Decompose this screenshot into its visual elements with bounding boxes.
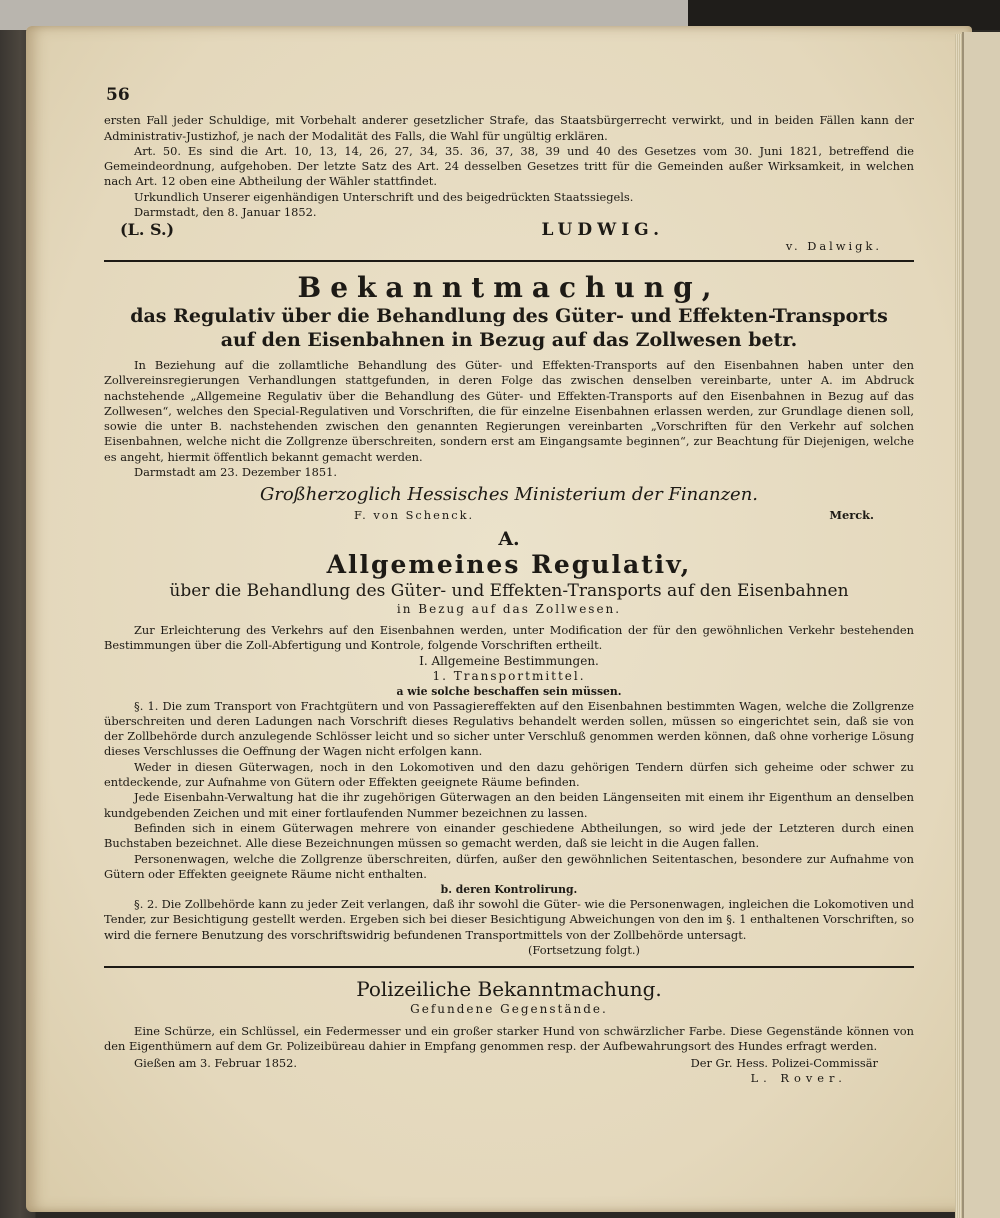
page-number: 56 xyxy=(106,85,130,105)
notice2-title: Polizeiliche Bekanntmachung. xyxy=(356,977,662,1002)
notice2-subtitle: Gefundene Gegenstände. xyxy=(410,1002,608,1017)
regulativ-para-4: Befinden sich in einem Güterwagen mehrere von einander geschiedene Abtheilungen, so wird jede der Letzteren durch einen Buchstaben bezeichnet. Alle diese Bezeichnungen müssen so gemacht werden, daß sie leicht in die Augen fallen. xyxy=(104,820,914,851)
regulativ-part-title: I. Allgemeine Bestimmungen. xyxy=(419,653,599,668)
notice1-title: Bekanntmachung, xyxy=(297,270,721,304)
notice2-place-date: Gießen am 3. Februar 1852. xyxy=(134,1056,298,1071)
intro-signature-row xyxy=(104,220,914,241)
seal-mark: (L. S.) xyxy=(120,220,175,240)
regulativ-sub-b: b. deren Kontrolirung. xyxy=(440,883,578,897)
notice1-signer-right: Merck. xyxy=(829,508,874,523)
notice2-office: Der Gr. Hess. Polizei-Commissär xyxy=(690,1056,878,1071)
divider-1 xyxy=(104,260,914,262)
regulativ-para-1: §. 1. Die zum Transport von Frachtgütern und von Passagiereffekten auf den Eisenbahnen bestimmten Wagen, welche die Zollgrenze überschreiten und deren Ladungen nach Vorschrift dieses Regulativs behandelt werden sollen, müssen so eingerichtet sein, daß sie von der Zollbehörde durch anzulegende Schlösser leicht und so sicher unter Verschluß genommen werden können, daß ohne vorherige Lösung dieses Verschlusses die Oeffnung der Wagen nicht erfolgen kann. xyxy=(104,698,914,759)
regulativ-subtitle-2: in Bezug auf das Zollwesen. xyxy=(396,601,622,616)
notice2-signature-row xyxy=(104,1056,914,1087)
intro-place-date: Darmstadt, den 8. Januar 1852. xyxy=(134,205,317,220)
next-page-edge xyxy=(962,32,1000,1218)
intro-paragraph-3: Urkundlich Unserer eigenhändigen Unterschrift und des beigedrückten Staatssiegels. xyxy=(134,189,634,204)
minister-signature: v. Dalwigk. xyxy=(785,238,882,253)
page-content xyxy=(104,85,914,1087)
notice1-place-date: Darmstadt am 23. Dezember 1851. xyxy=(134,465,337,480)
notice1-subtitle: das Regulativ über die Behandlung des Güter- und Effekten-Transports auf den Eisenbahnen in Bezug auf das Zollwesen betr. xyxy=(130,304,888,351)
regulativ-subtitle: über die Behandlung des Güter- und Effekten-Transports auf den Eisenbahnen xyxy=(169,580,849,601)
notice1-signatures xyxy=(354,508,874,523)
notice2-body: Eine Schürze, ein Schlüssel, ein Federmesser und ein großer starker Hund von schwärzlicher Farbe. Diese Gegenstände können von den Eigenthümern auf dem Gr. Polizeibüreau dahier in Empfang genommen resp. der Aufbewahrungsort des Hundes erfragt werden. xyxy=(104,1023,914,1053)
regulativ-section-label: A. xyxy=(498,527,520,550)
intro-paragraph-2: Art. 50. Es sind die Art. 10, 13, 14, 26, 27, 34, 35. 36, 37, 38, 39 und 40 des Gesetzes vom 30. Juni 1821, betreffend die Gemeindeordnung, aufgehoben. Der letzte Satz des Art. 24 desselben Gesetzes tritt für die Gemeinden außer Wirksamkeit, in welchen nach Art. 12 oben eine Abtheilung der Wähler stattfindet. xyxy=(104,143,914,189)
ruler-signature: LUDWIG. xyxy=(541,220,664,241)
regulativ-para-3: Jede Eisenbahn-Verwaltung hat die ihr zugehörigen Güterwagen an den beiden Längenseiten mit einem ihr Eigenthum an denselben kundgebenden Zeichen und mit einer fortlaufenden Nummer bezeichnen zu lassen. xyxy=(104,790,914,820)
notice2-signature-block xyxy=(691,1056,878,1087)
divider-2 xyxy=(104,966,914,968)
regulativ-para-5: Personenwagen, welche die Zollgrenze überschreiten, dürfen, außer den gewöhnlichen Seitentaschen, besondere zur Aufnahme von Gütern oder Effekten geeignete Räume nicht enthalten. xyxy=(104,851,914,881)
notice1-ministry: Großherzoglich Hessisches Ministerium der Finanzen. xyxy=(259,484,759,506)
regulativ-para-2: Weder in diesen Güterwagen, noch in den Lokomotiven und den dazu gehörigen Tendern dürfen sich geheime oder schwer zu entdeckende, zur Aufnahme von Gütern oder Effekten geeignete Räume befinden. xyxy=(104,759,914,790)
regulativ-para-6: §. 2. Die Zollbehörde kann zu jeder Zeit verlangen, daß ihr sowohl die Güter- wie die Personenwagen, ingleichen die Lokomotiven und Tender, zur Besichtigung gestellt werden. Ergeben sich bei dieser Besichtigung Abweichungen von den im §. 1 enthaltenen Vorschriften, so wird die fernere Benutzung des vorschriftswidrig befundenen Transportmittels von der Zollbehörde untersagt. xyxy=(104,897,914,942)
continued-note: (Fortsetzung folgt.) xyxy=(527,942,640,957)
regulativ-intro: Zur Erleichterung des Verkehrs auf den Eisenbahnen werden, unter Modification der für den gewöhnlichen Verkehr bestehenden Bestimmungen über die Zoll-Abfertigung und Kontrole, folgende Vorschriften ertheilt. xyxy=(104,622,914,653)
regulativ-title: Allgemeines Regulativ, xyxy=(326,549,692,579)
notice2-signer: L. Rover. xyxy=(750,1071,847,1086)
intro-paragraph-1: ersten Fall jeder Schuldige, mit Vorbehalt anderer gesetzlicher Strafe, das Staatsbürgerrecht verwirkt, und in beiden Fällen kann der Administrativ-Justizhof, je nach der Modalität des Falls, die Wahl für ungültig erklären. xyxy=(104,113,914,143)
regulativ-sub-a: a wie solche beschaffen sein müssen. xyxy=(396,684,622,698)
regulativ-chapter-title: 1. Transportmittel. xyxy=(432,668,586,683)
notice1-signer-left: F. von Schenck. xyxy=(354,508,475,523)
notice1-body: In Beziehung auf die zollamtliche Behandlung des Güter- und Effekten-Transports auf den Eisenbahnen haben unter den Zollvereinsregierungen Verhandlungen stattgefunden, in deren Folge das zwischen denselben vereinbarte, unter A. im Abdruck nachstehende „Allgemeine Regulativ über die Behandlung des Güter- und Effekten-Transports auf den Eisenbahnen in Bezug auf das Zollwesen“, welches den Special-Regulativen und Vorschriften, die für einzelne Eisenbahnen erlassen werden, zur Grundlage dienen soll, sowie die unter B. nachstehenden zwischen den genannten Regierungen vereinbarten „Vorschriften für den Verkehr auf solchen Eisenbahnen, welche nicht die Zollgrenze überschreiten, sondern erst am Eingangsamte beginnen“, zur Beachtung für Diejenigen, welche es angeht, hiermit öffentlich bekannt gemacht werden. xyxy=(104,357,914,464)
